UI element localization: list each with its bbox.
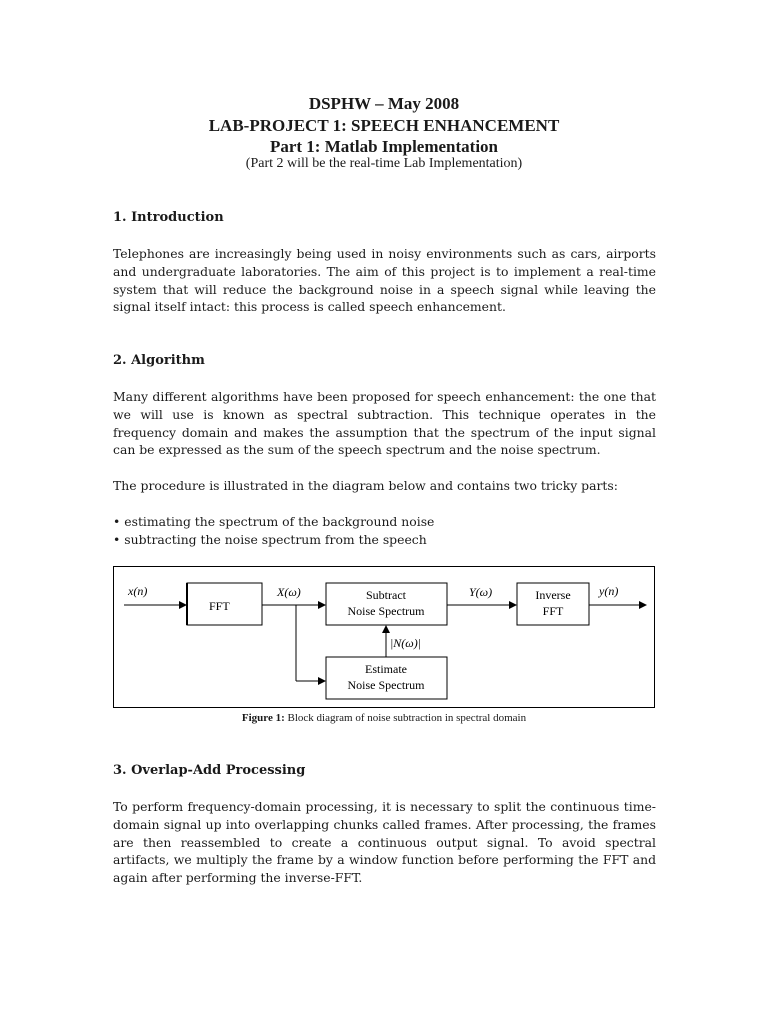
block-diagram-svg <box>114 567 654 707</box>
doc-header-note: (Part 2 will be the real-time Lab Implementation) <box>245 156 523 171</box>
paragraph-introduction: Telephones are increasingly being used in noisy environments such as cars, airports and undergraduate laboratories. The aim of this project is to implement a real-time system that will reduce the background noise in a speech signal while leaving the signal itself intact: this process is called speech enhancement. <box>113 246 656 315</box>
figure-block-diagram <box>113 566 655 708</box>
doc-header-course: DSPHW – May 2008 <box>308 94 460 113</box>
block-subtract-label-1: Subtract <box>366 588 406 602</box>
figure-caption-text: Block diagram of noise subtraction in spectral domain <box>284 712 527 724</box>
doc-header-part: Part 1: Matlab Implementation <box>269 137 499 156</box>
block-inverse-label-2: FFT <box>542 604 564 618</box>
bullet-item-subtract: • subtracting the noise spectrum from the speech <box>113 532 427 547</box>
procedure-sentence: The procedure is illustrated in the diagram below and contains two tricky parts: <box>113 478 618 493</box>
section-title-overlap-add: 3. Overlap-Add Processing <box>113 763 306 778</box>
label-Nw: |N(ω)| <box>390 636 422 650</box>
block-subtract-label-2: Noise Spectrum <box>347 604 425 618</box>
bullet-item-estimate: • estimating the spectrum of the background noise <box>113 514 435 529</box>
section-title-introduction: 1. Introduction <box>113 210 224 225</box>
label-Xw: X(ω) <box>277 585 301 599</box>
paragraph-overlap-add: To perform frequency-domain processing, it is necessary to split the continuous time-domain signal up into overlapping chunks called frames. After processing, the frames are then reassembled to create a continuous output signal. To avoid spectral artifacts, we multiply the frame by a window function before performing the FFT and again after performing the inverse-FFT. <box>113 799 656 886</box>
label-Yw: Y(ω) <box>469 585 493 599</box>
label-xn: x(n) <box>128 584 148 598</box>
section-title-algorithm: 2. Algorithm <box>113 353 205 368</box>
figure-caption-label: Figure 1: <box>241 712 285 724</box>
label-yn: y(n) <box>599 584 619 598</box>
paragraph-algorithm: Many different algorithms have been proposed for speech enhancement: the one that we will use is known as spectral subtraction. This technique operates in the frequency domain and makes the assumption that the spectrum of the input signal can be expressed as the sum of the speech spectrum and the noise spectrum. <box>113 389 656 458</box>
doc-header-project: LAB-PROJECT 1: SPEECH ENHANCEMENT <box>208 116 560 135</box>
block-inverse-label-1: Inverse <box>535 588 571 602</box>
block-fft-label: FFT <box>209 599 230 613</box>
block-estimate-label-1: Estimate <box>365 662 407 676</box>
figure-caption <box>0 712 768 725</box>
block-estimate-label-2: Noise Spectrum <box>347 678 425 692</box>
